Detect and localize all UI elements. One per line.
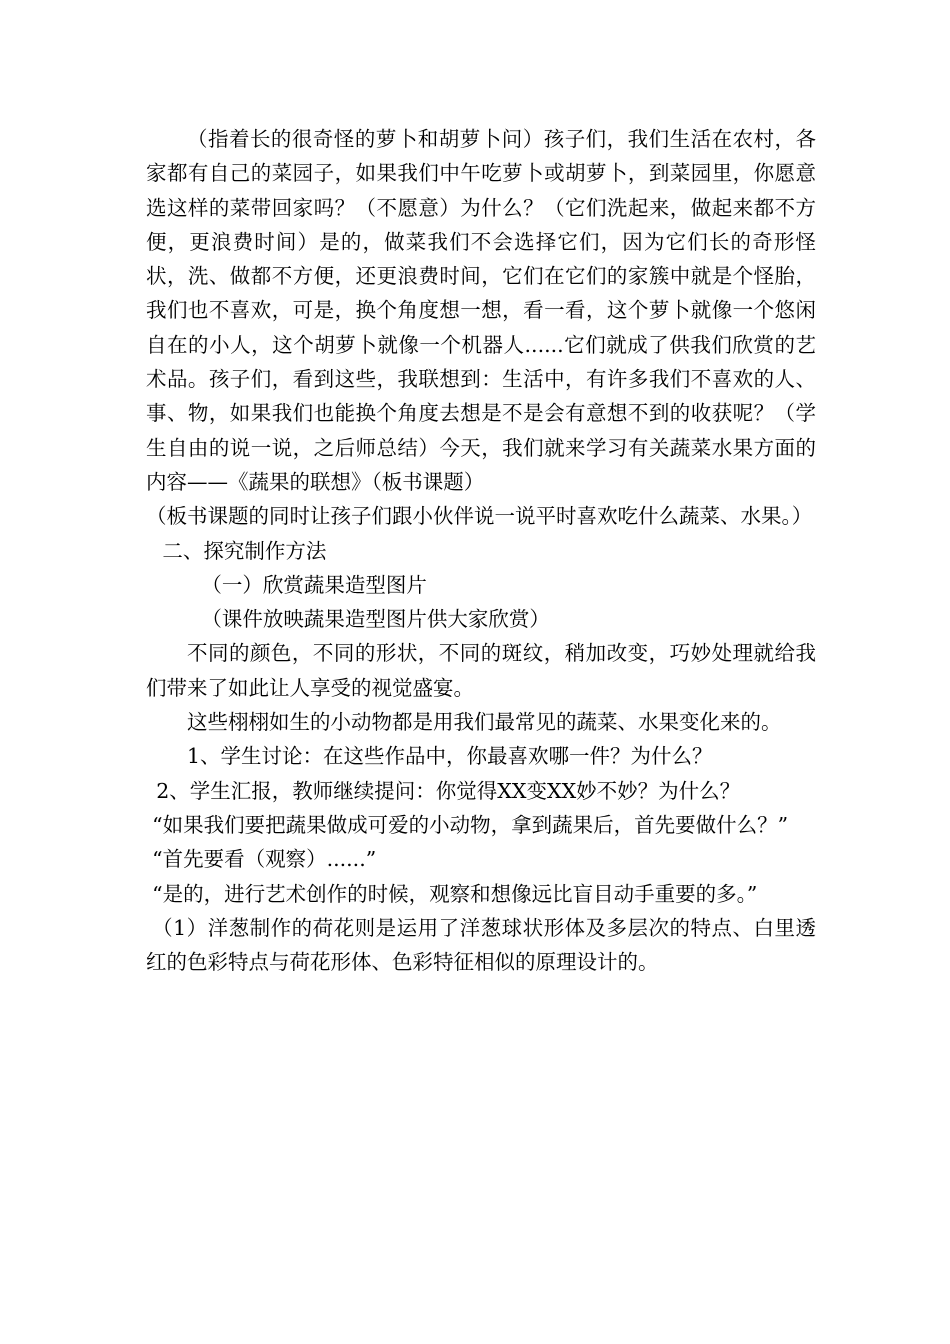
- paragraph-board-title-note: （板书课题的同时让孩子们跟小伙伴说一说平时喜欢吃什么蔬菜、水果。）: [146, 504, 813, 529]
- paragraph-onion-lotus: （1）洋葱制作的荷花则是运用了洋葱球状形体及多层次的特点、白里透红的色彩特点与荷花形体、色彩特征相似的原理设计的。: [146, 915, 816, 975]
- paragraph-intro: （指着长的很奇怪的萝卜和胡萝卜问）孩子们，我们生活在农村，各家都有自己的菜园子，如果我们中午吃萝卜或胡萝卜，到菜园里，你愿意选这样的菜带回家吗？（不愿意）为什么？（它们洗起来，做起来都不方便，更浪费时间）是的，做菜我们不会选择它们，因为它们长的奇形怪状，洗、做都不方便，还更浪费时间，它们在它们的家簇中就是个怪胎，我们也不喜欢，可是，换个角度想一想，看一看，这个萝卜就像一个悠闲自在的小人，这个胡萝卜就像一个机器人......它们就成了供我们欣赏的艺术品。孩子们，看到这些，我联想到：生活中，有许多我们不喜欢的人、事、物，如果我们也能换个角度去想是不是会有意想不到的收获呢？（学生自由的说一说，之后师总结）今天，我们就来学习有关蔬菜水果方面的内容——《蔬果的联想》（板书课题）: [146, 127, 816, 494]
- document-body: [146, 122, 816, 979]
- subsection-heading-appreciate: （一）欣赏蔬果造型图片: [201, 572, 427, 597]
- section-heading-explore: 二、探究制作方法: [162, 538, 327, 563]
- paragraph-courseware-note: （课件放映蔬果造型图片供大家欣赏）: [201, 607, 550, 632]
- paragraph-visual-feast: 不同的颜色，不同的形状，不同的斑纹，稍加改变，巧妙处理就给我们带来了如此让人享受的视觉盛宴。: [146, 641, 816, 700]
- list-item-discussion: 1、学生讨论：在这些作品中，你最喜欢哪一件？为什么？: [187, 744, 713, 769]
- list-item-report: 2、学生汇报，教师继续提问：你觉得XX变XX妙不妙？为什么？: [156, 778, 741, 803]
- quote-teacher-question: “如果我们要把蔬果做成可爱的小动物，拿到蔬果后，首先要做什么？”: [152, 812, 789, 837]
- quote-teacher-summary: “是的，进行艺术创作的时候，观察和想像远比盲目动手重要的多。”: [152, 881, 758, 906]
- quote-student-answer: “首先要看（观察）......”: [152, 847, 377, 872]
- paragraph-animals: 这些栩栩如生的小动物都是用我们最常见的蔬菜、水果变化来的。: [187, 710, 782, 735]
